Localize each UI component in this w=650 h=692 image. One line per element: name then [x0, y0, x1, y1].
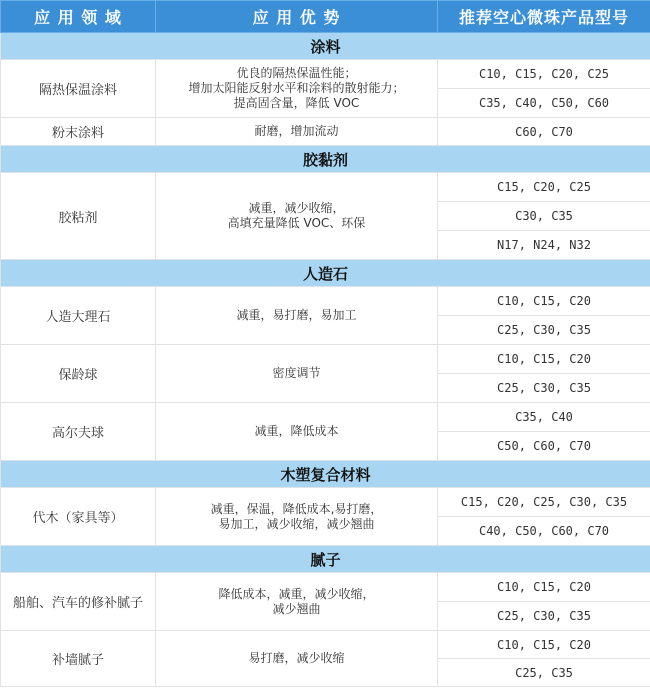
model-cell: C35, C40, C50, C60	[438, 89, 650, 118]
header-application-field: 应 用 领 域	[1, 1, 156, 33]
model-cell: C35, C40	[438, 403, 650, 432]
model-cell: C10, C15, C20	[438, 573, 650, 602]
field-cell: 保龄球	[1, 345, 156, 403]
section-row	[1, 546, 650, 573]
advantage-line: 增加太阳能反射水平和涂料的散射能力；	[188, 81, 405, 95]
table-row	[1, 573, 650, 602]
table-row	[1, 60, 650, 89]
model-cell: C25, C35	[438, 659, 650, 687]
advantage-line: 密度调节	[272, 366, 321, 380]
advantage-line: 优良的隔热保温性能；	[236, 66, 357, 80]
field-cell: 胶粘剂	[1, 173, 156, 260]
advantage-line: 减少翘曲	[272, 601, 321, 616]
advantage-line: 提高固含量，降低 VOC	[233, 96, 360, 110]
advantage-cell	[156, 631, 438, 687]
table-row	[1, 403, 650, 432]
model-cell: C25, C30, C35	[438, 316, 650, 345]
table-row	[1, 118, 650, 146]
field-cell: 隔热保温涂料	[1, 60, 156, 118]
header-recommended-models: 推荐空心微珠产品型号	[438, 1, 650, 33]
advantage-line: 减重，降低成本	[254, 424, 339, 438]
field-cell: 补墙腻子	[1, 631, 156, 687]
model-cell: C15, C20, C25	[438, 173, 650, 202]
advantage-cell	[156, 573, 438, 631]
model-cell: C10, C15, C20, C25	[438, 60, 650, 89]
header-row	[1, 1, 650, 33]
advantage-cell	[156, 488, 438, 546]
section-row	[1, 260, 650, 287]
model-cell: C25, C30, C35	[438, 374, 650, 403]
table-row	[1, 631, 650, 659]
advantage-line: 减重，易打磨，易加工	[236, 308, 357, 322]
advantage-cell	[156, 345, 438, 403]
model-cell: C40, C50, C60, C70	[438, 517, 650, 546]
section-row	[1, 461, 650, 488]
advantage-line: 耐磨，增加流动	[254, 124, 339, 138]
advantage-cell	[156, 173, 438, 260]
header-application-advantage: 应 用 优 势	[156, 1, 438, 33]
field-cell: 人造大理石	[1, 287, 156, 345]
advantage-line: 降低成本，减重，减少收缩，	[218, 586, 375, 601]
advantage-line: 减重，保温，降低成本,易打磨，	[210, 501, 383, 516]
advantage-line: 易打磨，减少收缩	[248, 651, 345, 665]
advantage-line: 易加工，减少收缩，减少翘曲	[218, 516, 375, 531]
field-cell: 高尔夫球	[1, 403, 156, 461]
model-cell: C10, C15, C20	[438, 631, 650, 659]
field-cell: 代木（家具等）	[1, 488, 156, 546]
field-cell: 粉末涂料	[1, 118, 156, 146]
model-cell: C50, C60, C70	[438, 432, 650, 461]
advantage-cell	[156, 118, 438, 146]
model-cell: N17, N24, N32	[438, 231, 650, 260]
section-title-adhesives: 胶黏剂	[1, 146, 650, 173]
section-title-coatings: 涂料	[1, 33, 650, 60]
section-title-putty: 腻子	[1, 546, 650, 573]
section-title-artificial-stone: 人造石	[1, 260, 650, 287]
model-cell: C30, C35	[438, 202, 650, 231]
model-cell: C10, C15, C20	[438, 287, 650, 316]
model-cell: C15, C20, C25, C30, C35	[438, 488, 650, 517]
table-row	[1, 345, 650, 374]
model-cell: C10, C15, C20	[438, 345, 650, 374]
advantage-cell	[156, 287, 438, 345]
model-cell: C60, C70	[438, 118, 650, 146]
advantage-cell	[156, 60, 438, 118]
model-cell: C25, C30, C35	[438, 602, 650, 631]
advantage-line: 高填充量降低 VOC、环保	[227, 216, 366, 230]
table-row	[1, 488, 650, 517]
advantage-line: 减重，减少收缩，	[248, 201, 345, 215]
section-row	[1, 146, 650, 173]
advantage-cell	[156, 403, 438, 461]
section-row	[1, 33, 650, 60]
section-title-wood-plastic: 木塑复合材料	[1, 461, 650, 488]
table-row	[1, 173, 650, 202]
table-row	[1, 287, 650, 316]
field-cell: 船舶、汽车的修补腻子	[1, 573, 156, 631]
